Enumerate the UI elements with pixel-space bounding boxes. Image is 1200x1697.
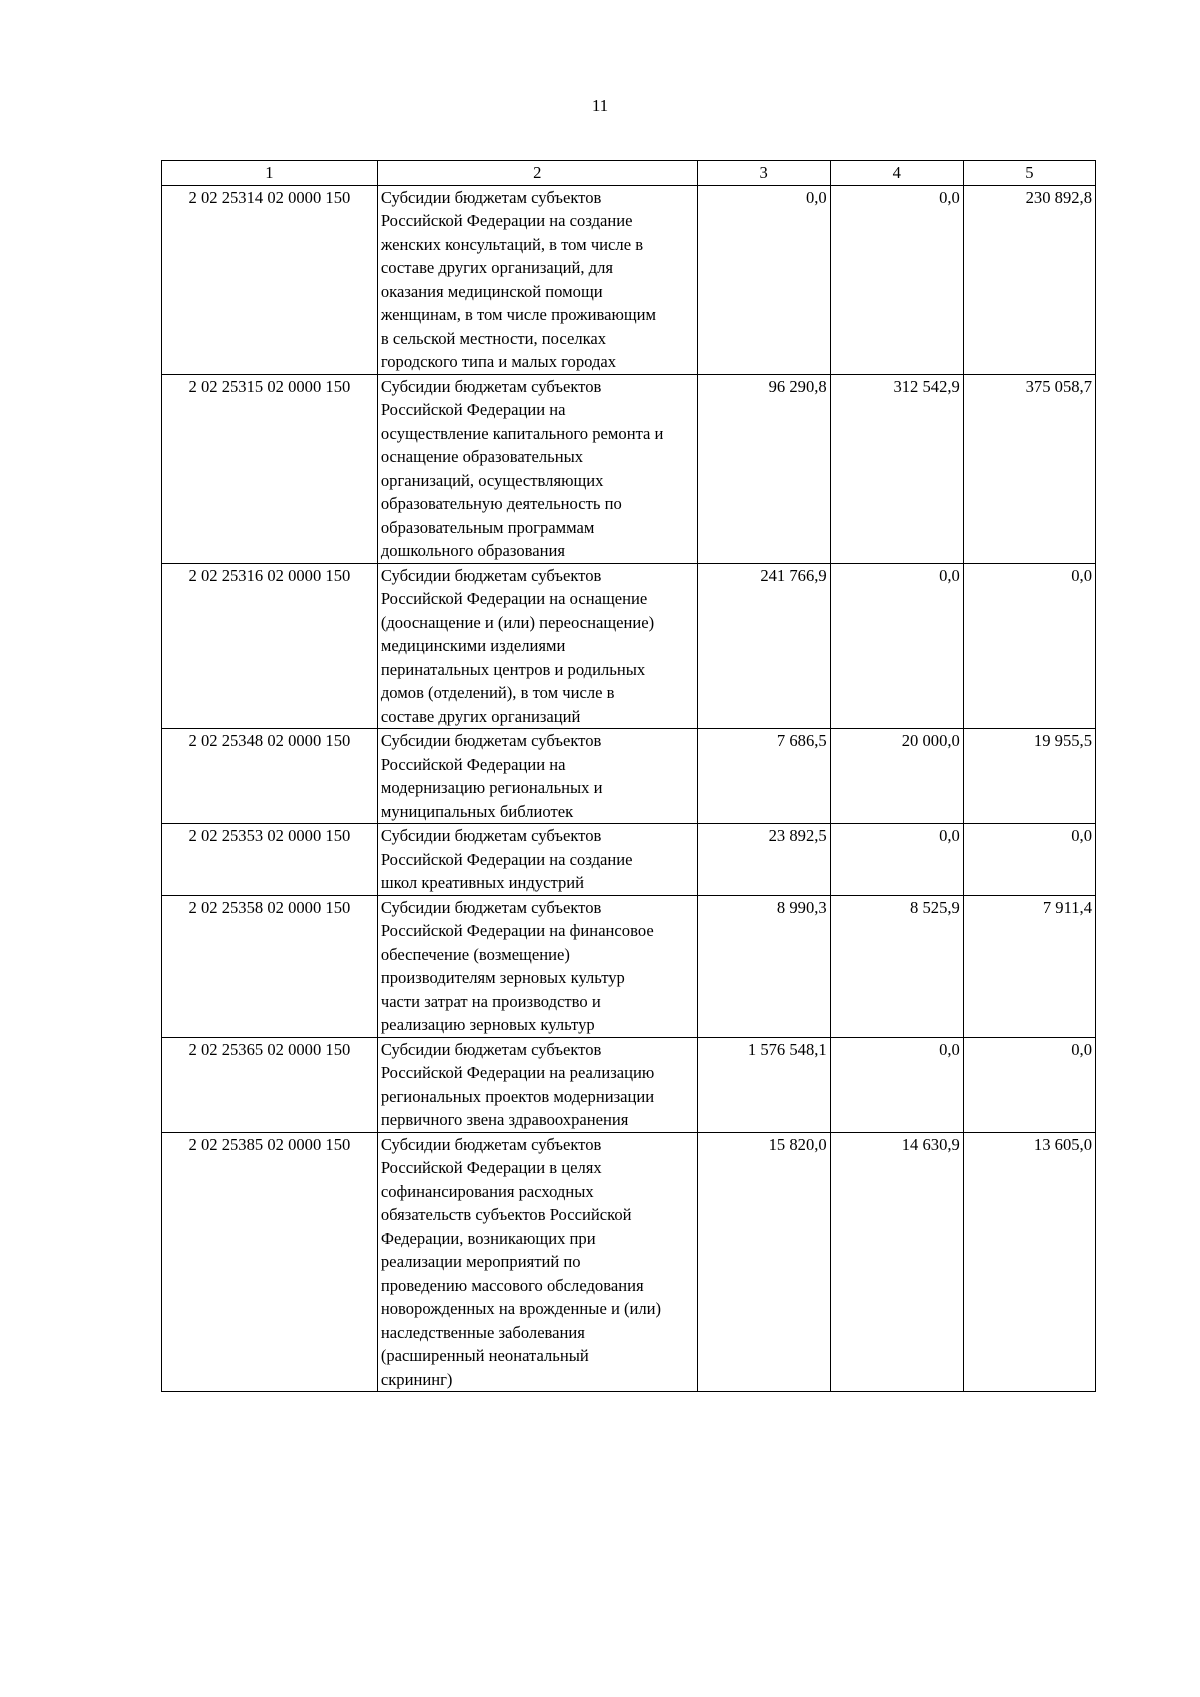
budget-code: 2 02 25385 02 0000 150: [162, 1132, 378, 1392]
value-col-3: 0,0: [697, 185, 830, 374]
subsidy-description: Субсидии бюджетам субъектов Российской Федерации на создание женских консультаций, в том числе в составе других организаций, для оказания медицинской помощи женщинам, в том числе проживающим в сельской местности, поселках городского типа и малых городах: [377, 185, 697, 374]
subsidy-description: Субсидии бюджетам субъектов Российской Федерации на осуществление капитального ремонта и оснащение образовательных организаций, осуществляющих образовательную деятельность по образовательным программам дошкольного образования: [377, 374, 697, 563]
subsidy-description: Субсидии бюджетам субъектов Российской Федерации в целях софинансирования расходных обязательств субъектов Российской Федерации, возникающих при реализации мероприятий по проведению массового обследования новорожденных на врожденные и (или) наследственные заболевания (расширенный неонатальный скрининг): [377, 1132, 697, 1392]
table-row: [162, 729, 1096, 824]
subsidy-description: Субсидии бюджетам субъектов Российской Федерации на финансовое обеспечение (возмещение) производителям зерновых культур части затрат на производство и реализацию зерновых культур: [377, 895, 697, 1037]
value-col-4: 0,0: [830, 1037, 963, 1132]
column-header-3: 3: [697, 161, 830, 186]
value-col-5: 7 911,4: [963, 895, 1095, 1037]
column-header-5: 5: [963, 161, 1095, 186]
budget-code: 2 02 25314 02 0000 150: [162, 185, 378, 374]
budget-code: 2 02 25348 02 0000 150: [162, 729, 378, 824]
subsidy-description: Субсидии бюджетам субъектов Российской Федерации на создание школ креативных индустрий: [377, 824, 697, 896]
value-col-3: 23 892,5: [697, 824, 830, 896]
table-row: [162, 563, 1096, 729]
value-col-3: 1 576 548,1: [697, 1037, 830, 1132]
value-col-3: 241 766,9: [697, 563, 830, 729]
budget-code: 2 02 25358 02 0000 150: [162, 895, 378, 1037]
value-col-5: 19 955,5: [963, 729, 1095, 824]
table-row: [162, 895, 1096, 1037]
value-col-4: 312 542,9: [830, 374, 963, 563]
table-row: [162, 824, 1096, 896]
budget-table: [161, 160, 1096, 1392]
column-header-1: 1: [162, 161, 378, 186]
value-col-4: 14 630,9: [830, 1132, 963, 1392]
value-col-4: 8 525,9: [830, 895, 963, 1037]
table-header-row: [162, 161, 1096, 186]
page-number: 11: [591, 96, 609, 115]
subsidy-description: Субсидии бюджетам субъектов Российской Федерации на реализацию региональных проектов модернизации первичного звена здравоохранения: [377, 1037, 697, 1132]
value-col-4: 0,0: [830, 824, 963, 896]
value-col-3: 15 820,0: [697, 1132, 830, 1392]
budget-code: 2 02 25315 02 0000 150: [162, 374, 378, 563]
value-col-3: 96 290,8: [697, 374, 830, 563]
budget-code: 2 02 25353 02 0000 150: [162, 824, 378, 896]
value-col-5: 0,0: [963, 1037, 1095, 1132]
column-header-2: 2: [377, 161, 697, 186]
budget-code: 2 02 25365 02 0000 150: [162, 1037, 378, 1132]
table-row: [162, 1132, 1096, 1392]
value-col-3: 7 686,5: [697, 729, 830, 824]
subsidy-description: Субсидии бюджетам субъектов Российской Федерации на оснащение (дооснащение и (или) переоснащение) медицинскими изделиями перинатальных центров и родильных домов (отделений), в том числе в составе других организаций: [377, 563, 697, 729]
column-header-4: 4: [830, 161, 963, 186]
value-col-5: 13 605,0: [963, 1132, 1095, 1392]
subsidy-description: Субсидии бюджетам субъектов Российской Федерации на модернизацию региональных и муниципальных библиотек: [377, 729, 697, 824]
value-col-5: 0,0: [963, 563, 1095, 729]
value-col-4: 0,0: [830, 563, 963, 729]
table-row: [162, 185, 1096, 374]
value-col-5: 0,0: [963, 824, 1095, 896]
table-row: [162, 1037, 1096, 1132]
value-col-3: 8 990,3: [697, 895, 830, 1037]
value-col-4: 0,0: [830, 185, 963, 374]
table-row: [162, 374, 1096, 563]
value-col-5: 230 892,8: [963, 185, 1095, 374]
value-col-4: 20 000,0: [830, 729, 963, 824]
budget-code: 2 02 25316 02 0000 150: [162, 563, 378, 729]
value-col-5: 375 058,7: [963, 374, 1095, 563]
